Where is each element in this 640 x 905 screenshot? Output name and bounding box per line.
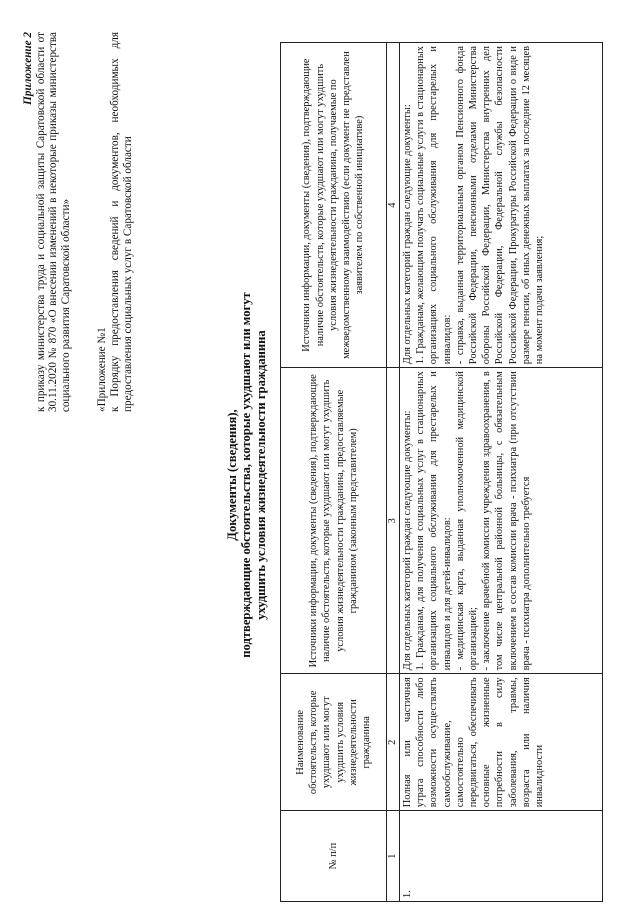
column-number: 2 — [387, 674, 400, 811]
header-docs-citizen: Источники информации, документы (сведения), подтверждающие наличие обстоятельств, которые ухудшают или могут ухудшить условия жизнедеятельности гражданина, предоставляемые гражданином (законным представителем) — [281, 368, 387, 674]
docs-citizen-paragraph: - заключение врачебной комиссии учреждения здравоохранения, в том числе центральной районной больницы, с обязательным включением в состав комиссии врача - психиатра (при отсутствии врача - психиатра дополнительно требуется — [481, 371, 532, 671]
column-number: 4 — [387, 43, 400, 368]
table-row — [400, 43, 603, 902]
header-number: № п/п — [281, 811, 387, 902]
procedure-reference: к Порядку предоставления сведений и документов, необходимых для предоставления социальных услуг в Саратовской области — [108, 32, 134, 412]
docs-interagency-cell — [400, 43, 603, 368]
title-line-3: ухудшить условия жизнедеятельности гражданина — [253, 330, 268, 620]
documents-table — [280, 42, 603, 902]
title-line-1: Документы (сведения), — [225, 409, 239, 541]
docs-interagency-paragraph: Для отдельных категорий граждан следующие документы: — [402, 104, 413, 365]
table-header-row — [281, 43, 387, 902]
column-number: 1 — [387, 811, 400, 902]
docs-citizen-paragraph: Для отдельных категорий граждан следующие документы: — [402, 410, 413, 671]
document-title — [225, 125, 268, 825]
column-numbers-row — [387, 43, 400, 902]
column-number: 3 — [387, 368, 400, 674]
circumstance-cell: Полная или частичная утрата способности либо возможности осуществлять самообслуживание, самостоятельно передвигаться, обеспечивать основные жизненные потребности в силу заболевания, травмы, возраста или наличия инвалидности — [400, 674, 603, 811]
header-circumstance: Наименование обстоятельств, которые ухудшают или могут ухудшить условия жизнедеятельности гражданина — [281, 674, 387, 811]
docs-citizen-cell — [400, 368, 603, 674]
order-reference: к приказу министерства труда и социальной защиты Саратовской области от 30.11.2020 № 870 «О внесении изменений в некоторые приказы министерства социального развития Саратовской области» — [34, 32, 72, 412]
previous-appendix-label: «Приложение №1 — [96, 327, 109, 412]
docs-citizen-paragraph: - медицинская карта, выданная уполномоченной медицинской организацией; — [454, 371, 480, 671]
appendix-header — [22, 32, 134, 412]
docs-interagency-paragraph: 1. Гражданам, желающим получать социальные услуги в стационарных организациях социального обслуживания для престарелых и инвалидов: — [415, 46, 453, 365]
appendix-label: Приложение 2 — [22, 32, 34, 105]
title-line-2: подтверждающие обстоятельства, которые ухудшают или могут — [239, 292, 254, 658]
docs-interagency-paragraph: - справка, выданная территориальным органом Пенсионного фонда Российской Федерации, пенсионными отделами Министерства обороны Российской Федерации, Министерства внутренних дел Российской Федерации, Федеральной службы безопасности Российской Федерации, Прокуратуры Российской Федерации о виде и размере пенсии, об иных денежных выплатах за последние 12 месяцев на момент подачи заявления; — [454, 46, 546, 365]
header-docs-interagency: Источники информации, документы (сведения), подтверждающие наличие обстоятельств, которые ухудшают или могут ухудшить условия жизнедеятельности гражданина, получаемые по межведомственному взаимодействию (если документ не представлен заявителем по собственной инициативе) — [281, 43, 387, 368]
docs-citizen-paragraph: 1. Гражданам, для получения социальных услуг в стационарных организациях социального обслуживания для престарелых и инвалидов и для детей-инвалидов: — [415, 371, 453, 671]
row-number: 1. — [400, 811, 603, 902]
